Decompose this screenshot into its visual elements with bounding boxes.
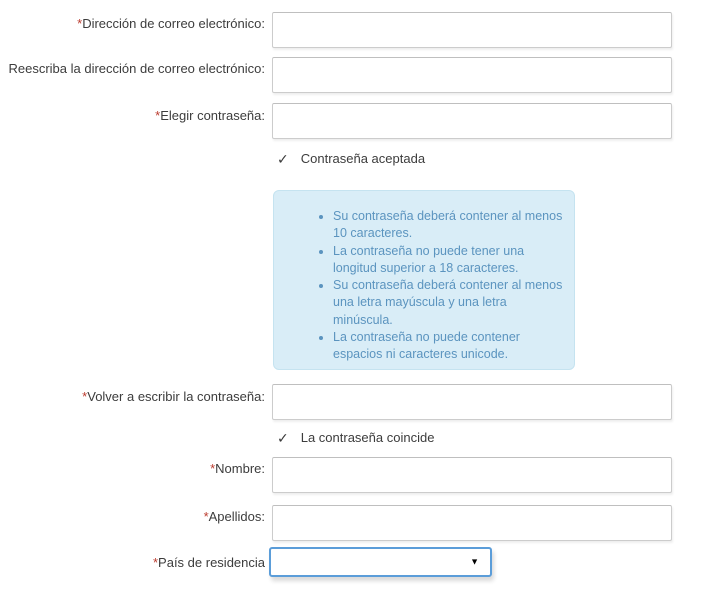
first-name-input[interactable] [272, 457, 672, 493]
password-policy-list [292, 208, 564, 364]
required-asterisk: * [77, 16, 83, 31]
country-select[interactable] [271, 549, 490, 575]
password-policy-item: • La contraseña no puede contener espacios ni caracteres unicode. [333, 329, 564, 364]
password-policy-item: • Su contraseña deberá contener al menos 10 caracteres. [333, 208, 564, 243]
password-confirm-input[interactable] [272, 384, 672, 420]
chevron-down-icon: ▼ [470, 556, 479, 567]
country-select-wrapper [269, 547, 492, 577]
required-asterisk: * [152, 555, 159, 570]
check-icon: ✓ [277, 150, 289, 167]
password-match-status [277, 430, 434, 445]
password-policy-box [273, 190, 575, 370]
required-asterisk: * [210, 461, 216, 476]
email-label [77, 15, 265, 32]
password-policy-item: • La contraseña no puede tener una longitud superior a 18 caracteres. [333, 243, 564, 278]
password-confirm-label-text: Volver a escribir la contraseña: [87, 389, 265, 404]
email-confirm-label-text: Reescriba la dirección de correo electrónico: [8, 61, 265, 76]
country-label-text: País de residencia [158, 555, 265, 570]
last-name-label-text: Apellidos: [208, 509, 265, 524]
required-asterisk: * [155, 108, 161, 123]
email-label-text: Dirección de correo electrónico: [82, 16, 265, 31]
required-asterisk: * [82, 389, 88, 404]
password-label-text: Elegir contraseña: [160, 108, 265, 123]
email-confirm-label [8, 60, 265, 77]
last-name-label [204, 508, 265, 525]
password-label [155, 107, 265, 124]
first-name-label [210, 460, 265, 477]
email-confirm-input[interactable] [272, 57, 672, 93]
last-name-input[interactable] [272, 505, 672, 541]
password-input[interactable] [272, 103, 672, 139]
password-policy-item: • Su contraseña deberá contener al menos una letra mayúscula y una letra minúscula. [333, 277, 564, 329]
first-name-label-text: Nombre: [215, 461, 265, 476]
required-asterisk: * [203, 509, 209, 524]
password-accepted-text: Contraseña aceptada [300, 151, 426, 166]
email-input[interactable] [272, 12, 672, 48]
password-confirm-label [82, 388, 265, 405]
password-accepted-status [277, 151, 425, 166]
country-label [153, 554, 265, 571]
password-match-text: La contraseña coincide [300, 430, 435, 445]
check-icon: ✓ [277, 429, 289, 446]
